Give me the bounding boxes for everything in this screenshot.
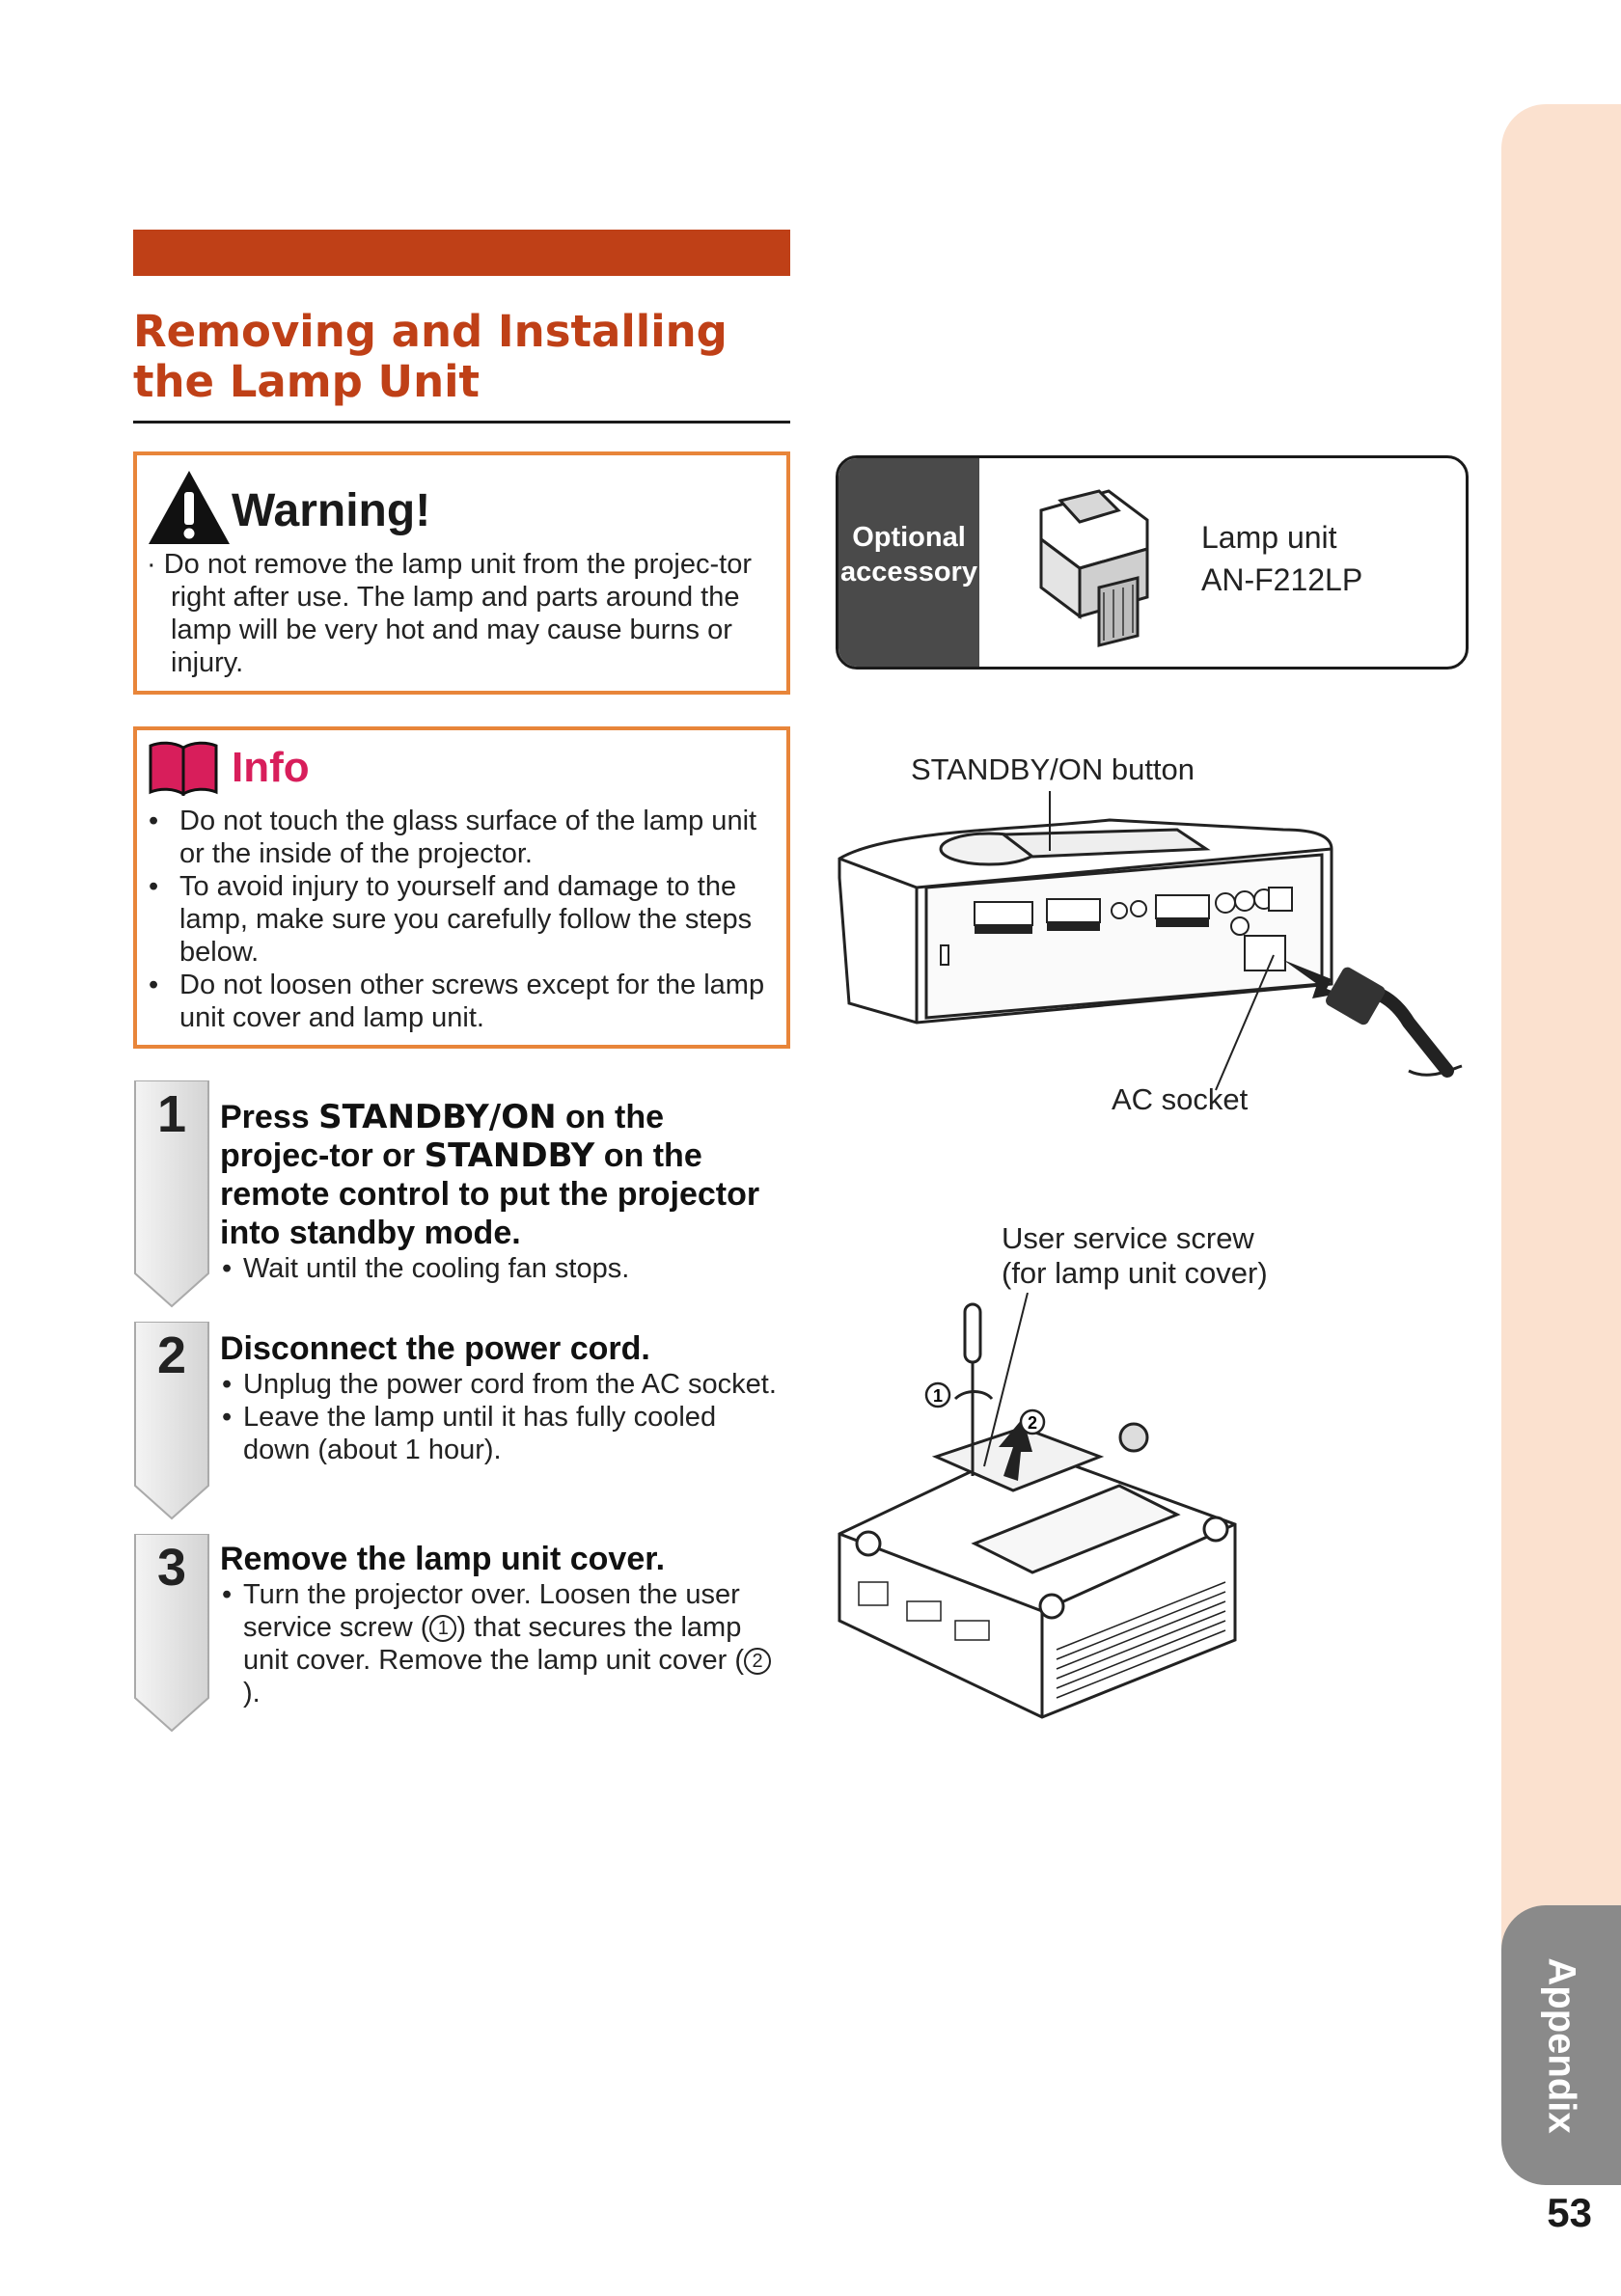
book-icon (147, 740, 220, 801)
marker-2: 2 (1027, 1413, 1038, 1433)
page-number: 53 (1547, 2190, 1592, 2235)
circled-number-1: 1 (429, 1615, 456, 1642)
step-2-bullet: • Unplug the power cord from the AC socket. (220, 1368, 780, 1401)
step-3-heading: Remove the lamp unit cover. (220, 1541, 666, 1577)
title-divider (133, 421, 790, 424)
accessory-label (838, 520, 979, 589)
appendix-tab-label: Appendix (1540, 1956, 1583, 2134)
step-2-number: 2 (156, 1326, 187, 1384)
warning-triangle-icon (147, 469, 232, 551)
step-1-heading (220, 1098, 780, 1252)
info-list (147, 805, 774, 1034)
lamp-unit-caption (1201, 516, 1362, 601)
step-3-number: 3 (156, 1539, 187, 1597)
lamp-unit-illustration (1003, 472, 1186, 660)
warning-text: · Do not remove the lamp unit from the projec-tor right after use. The lamp and parts around the lamp will be very hot and may cause burns or injury. (147, 549, 752, 678)
step-1-heading-part: on the projec-tor or (220, 1099, 665, 1174)
step-2-bullets (220, 1368, 780, 1466)
step-3-bullets (220, 1578, 780, 1709)
standby-key: STANDBY (424, 1136, 595, 1175)
step-3-ribbon (133, 1534, 210, 1733)
step-1-heading-part: Press (220, 1099, 319, 1135)
page-title-line2: the Lamp Unit (133, 356, 481, 407)
info-title: Info (232, 744, 310, 791)
section-color-bar (133, 230, 790, 276)
info-item: • Do not loosen other screws except for the lamp unit cover and lamp unit. (147, 969, 774, 1034)
step-1-body (220, 1098, 780, 1285)
marker-1: 1 (932, 1386, 944, 1406)
step-1-heading-part: on the remote control to put the projector into standby mode. (220, 1137, 760, 1251)
accessory-label-line2: accessory (840, 557, 977, 588)
step-1-bullets (220, 1252, 780, 1285)
page-title-line1: Removing and Installing (133, 306, 728, 357)
info-item: • To avoid injury to yourself and damage to the lamp, make sure you carefully follow the steps below. (147, 870, 774, 969)
step-1-number: 1 (156, 1085, 187, 1143)
step-1-bullet: • Wait until the cooling fan stops. (220, 1252, 780, 1285)
step-3-bullet (220, 1578, 780, 1709)
user-service-screw-label-line1: User service screw (1002, 1221, 1254, 1255)
step-2-body (220, 1329, 780, 1466)
lamp-unit-name: Lamp unit (1201, 520, 1337, 555)
projector-rear-illustration (830, 791, 1467, 1162)
user-service-screw-label (1002, 1221, 1268, 1291)
step-3-body (220, 1540, 780, 1709)
accessory-label-line1: Optional (852, 522, 966, 553)
step-2-bullet: • Leave the lamp until it has fully cooled down (about 1 hour). (220, 1401, 780, 1466)
lamp-unit-model: AN-F212LP (1201, 562, 1363, 597)
side-tab-background (1501, 104, 1621, 2178)
projector-bottom-illustration (830, 1293, 1254, 1780)
warning-box (133, 451, 790, 695)
step-3-bullet-part: Turn the projector over. Loosen the user service screw ( (243, 1579, 740, 1643)
appendix-tab-label-wrap (1501, 1905, 1621, 2185)
warning-title: Warning! (232, 485, 431, 536)
page-title (133, 307, 790, 407)
info-box (133, 726, 790, 1049)
step-2-ribbon (133, 1322, 210, 1520)
circled-number-2: 2 (744, 1648, 771, 1675)
standby-on-key: STANDBY/ON (318, 1098, 557, 1136)
step-1-ribbon (133, 1080, 210, 1308)
standby-button-label: STANDBY/ON button (911, 752, 1195, 786)
user-service-screw-label-line2: (for lamp unit cover) (1002, 1256, 1268, 1290)
optional-accessory-box (836, 455, 1469, 670)
step-2-heading: Disconnect the power cord. (220, 1330, 650, 1367)
info-item: • Do not touch the glass surface of the lamp unit or the inside of the projector. (147, 805, 774, 870)
step-3-bullet-part: ) that secures the lamp unit cover. Remove the lamp unit cover ( (243, 1612, 745, 1676)
step-3-bullet-part: ). (243, 1678, 261, 1708)
ac-socket-label: AC socket (1112, 1082, 1249, 1116)
